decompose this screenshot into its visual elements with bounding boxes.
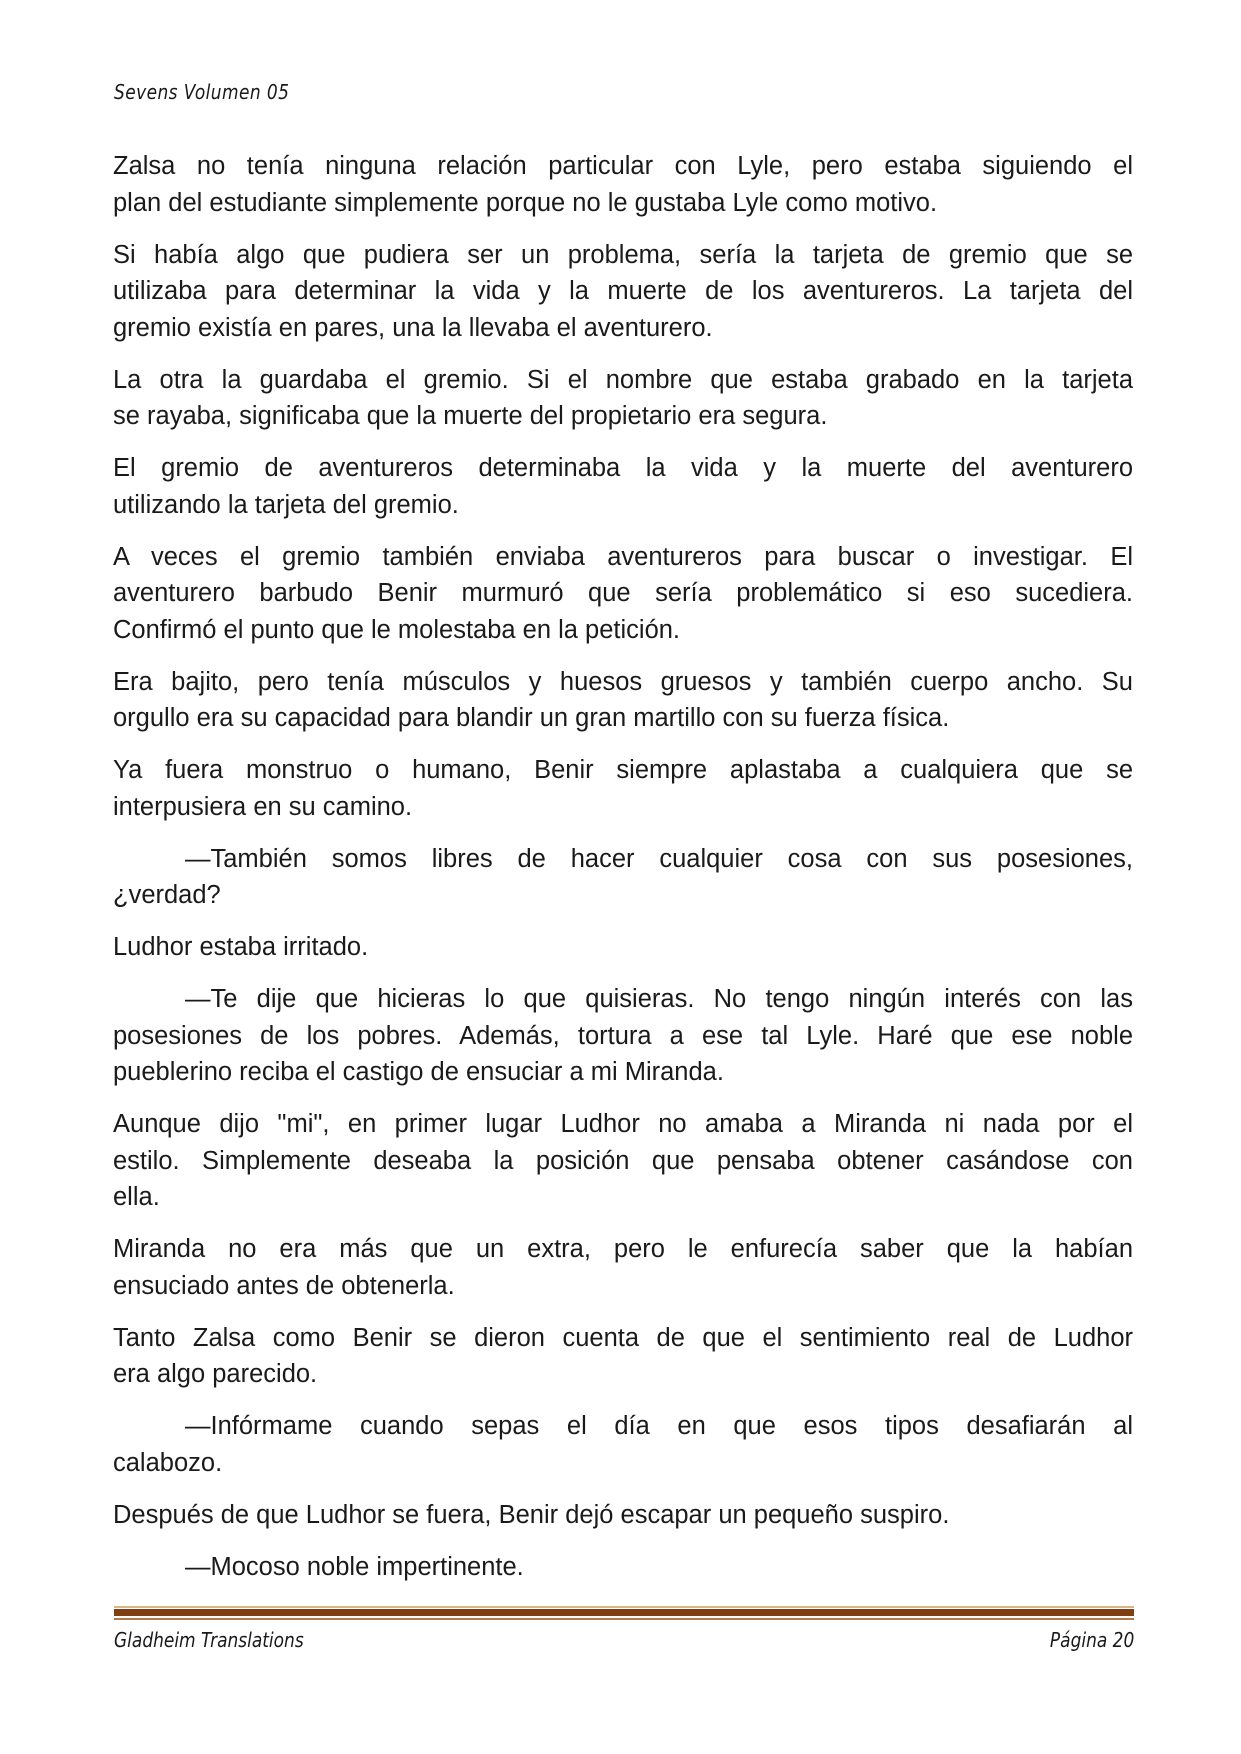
text-line: utilizando la tarjeta del gremio. [113, 490, 459, 519]
paragraph [113, 664, 1133, 737]
footer-rule-main [114, 1609, 1134, 1616]
text-line: Zalsa no tenía ninguna relación particular con Lyle, pero estaba siguiendo el [113, 152, 1133, 180]
text-line: ensuciado antes de obtenerla. [113, 1271, 455, 1300]
dialogue-paragraph [113, 1408, 1133, 1481]
text-line: se rayaba, significaba que la muerte del propietario era segura. [113, 402, 828, 430]
text-line: plan del estudiante simplemente porque no le gustaba Lyle como motivo. [113, 188, 938, 217]
text-line: ¿verdad? [113, 881, 221, 909]
text-line: —Infórmame cuando sepas el día en que esos tipos desafiarán al [185, 1412, 1133, 1440]
paragraph [113, 1231, 1133, 1304]
text-line: pueblerino reciba el castigo de ensuciar a mi Miranda. [113, 1058, 724, 1086]
paragraph [113, 752, 1133, 825]
text-line: orgullo era su capacidad para blandir un gran martillo con su fuerza física. [113, 704, 950, 732]
paragraph [113, 148, 1133, 221]
running-header: Sevens Volumen 05 [114, 80, 290, 104]
paragraph [113, 1497, 1133, 1534]
paragraph [113, 450, 1133, 523]
text-line: aventurero barbudo Benir murmuró que sería problemático si eso sucediera. [113, 579, 1133, 607]
text-line: —Mocoso noble impertinente. [185, 1552, 524, 1581]
dialogue-paragraph [113, 981, 1133, 1091]
paragraph [113, 1106, 1133, 1216]
paragraph [113, 1320, 1133, 1393]
paragraph [113, 539, 1133, 649]
text-line: —Te dije que hicieras lo que quisieras. No tengo ningún interés con las [185, 985, 1133, 1013]
text-line: estilo. Simplemente deseaba la posición que pensaba obtener casándose con [113, 1146, 1133, 1175]
text-line: La otra la guardaba el gremio. Si el nombre que estaba grabado en la tarjeta [113, 365, 1133, 394]
dialogue-paragraph [113, 1549, 1133, 1586]
text-line: Miranda no era más que un extra, pero le enfurecía saber que la habían [113, 1235, 1133, 1263]
text-line: Aunque dijo "mi", en primer lugar Ludhor no amaba a Miranda ni nada por el [113, 1110, 1133, 1138]
dialogue-paragraph [113, 841, 1133, 914]
footer-page-number: Página 20 [1049, 1628, 1134, 1652]
text-line: Después de que Ludhor se fuera, Benir dejó escapar un pequeño suspiro. [113, 1500, 950, 1529]
paragraph [113, 362, 1133, 435]
text-line: Tanto Zalsa como Benir se dieron cuenta de que el sentimiento real de Ludhor [113, 1323, 1133, 1352]
text-line: gremio existía en pares, una la llevaba el aventurero. [113, 313, 713, 342]
text-line: A veces el gremio también enviaba aventureros para buscar o investigar. El [113, 542, 1133, 571]
text-line: Era bajito, pero tenía músculos y huesos gruesos y también cuerpo ancho. Su [113, 667, 1133, 696]
text-line: posesiones de los pobres. Además, tortura a ese tal Lyle. Haré que ese noble [113, 1021, 1133, 1050]
text-line: Si había algo que pudiera ser un problema, sería la tarjeta de gremio que se [113, 240, 1133, 269]
paragraph [113, 237, 1133, 347]
paragraph [113, 929, 1133, 966]
text-line: —También somos libres de hacer cualquier cosa con sus posesiones, [185, 844, 1133, 873]
document-body [113, 148, 1133, 1601]
text-line: El gremio de aventureros determinaba la vida y la muerte del aventurero [113, 454, 1133, 482]
text-line: interpusiera en su camino. [113, 792, 413, 821]
text-line: Confirmó el punto que le molestaba en la petición. [113, 615, 681, 644]
text-line: ella. [113, 1183, 160, 1211]
text-line: Ya fuera monstruo o humano, Benir siempre aplastaba a cualquiera que se [113, 756, 1133, 784]
text-line: era algo parecido. [113, 1360, 318, 1388]
text-line: calabozo. [113, 1448, 223, 1477]
footer-rule-bottom [114, 1618, 1134, 1620]
footer-translator: Gladheim Translations [114, 1628, 304, 1652]
footer-rule-top [114, 1606, 1134, 1608]
text-line: Ludhor estaba irritado. [113, 933, 369, 961]
text-line: utilizaba para determinar la vida y la muerte de los aventureros. La tarjeta del [113, 277, 1133, 305]
